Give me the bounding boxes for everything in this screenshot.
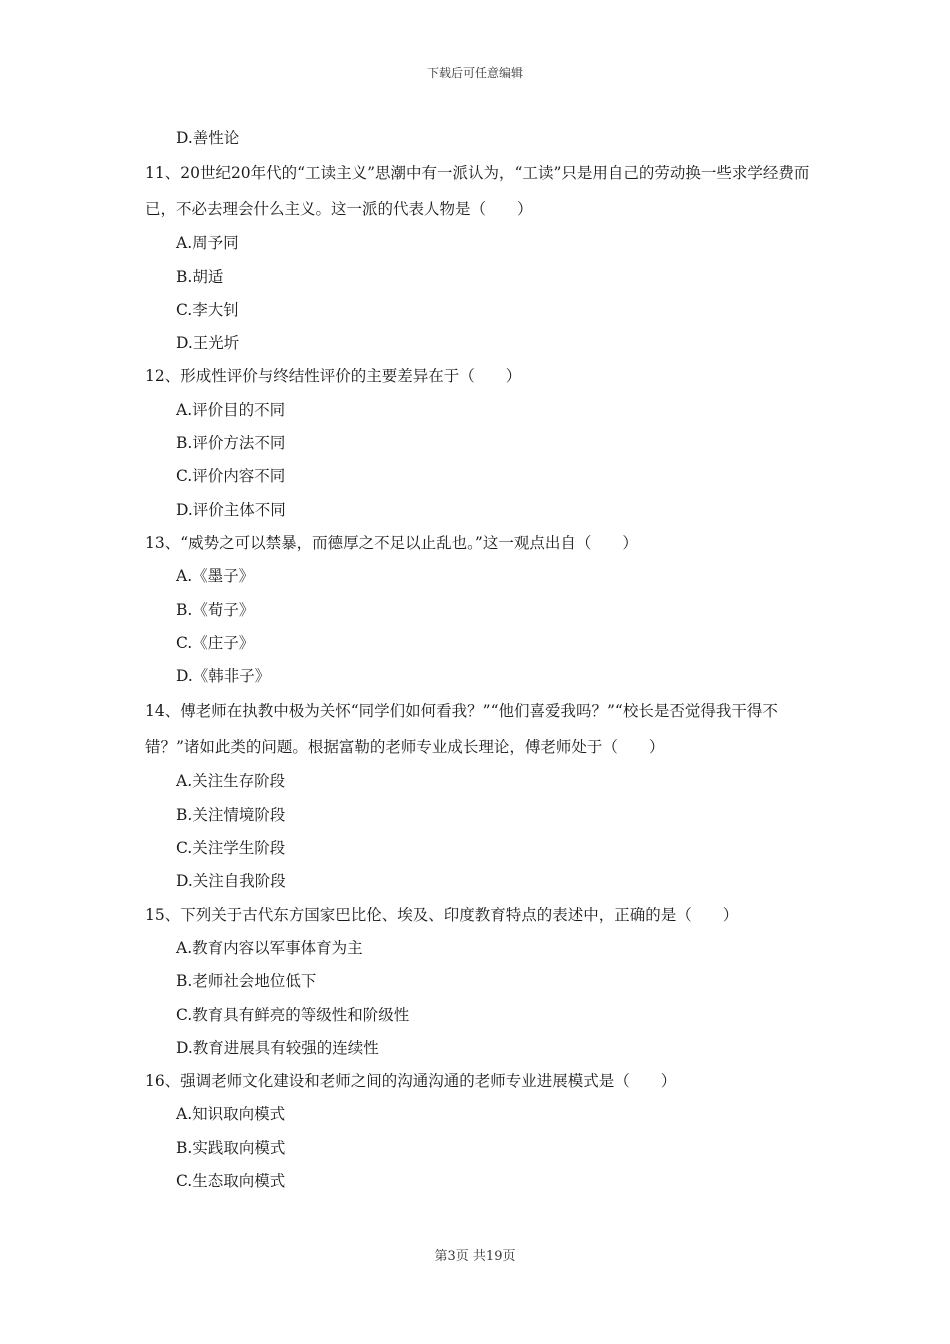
question-15-option-a: A.教育内容以军事体育为主 [176,938,363,957]
question-15-option-d: D.教育进展具有较强的连续性 [176,1038,379,1057]
question-16-option-c: C.生态取向模式 [176,1172,286,1191]
question-13-option-d: D.《韩非子》 [176,667,271,686]
question-16-option-b: B.实践取向模式 [176,1138,286,1157]
page-header: 下载后可任意编辑 [426,66,523,80]
question-list [145,122,810,1198]
question-13-option-a: A.《墨子》 [176,567,255,586]
question-11-stem: 11、20世纪20年代的“工读主义”思潮中有一派认为，“工读”只是用自己的劳动换一些求学经费而已，不必去理会什么主义。这一派的代表人物是（ ） [145,164,810,219]
question-13-option-c: C.《庄子》 [176,633,255,652]
question-15-option-c: C.教育具有鲜亮的等级性和阶级性 [176,1005,410,1024]
question-11-option-b: B.胡适 [176,267,224,286]
page-footer: 第3页 共19页 [434,1249,516,1264]
question-16-stem: 16、强调老师文化建设和老师之间的沟通沟通的老师专业进展模式是（ ） [145,1072,677,1091]
option-d-q10: D.善性论 [176,129,240,147]
question-14-option-d: D.关注自我阶段 [176,872,286,891]
question-11-option-d: D.王光圻 [176,334,240,353]
question-12-stem: 12、形成性评价与终结性评价的主要差异在于（ ） [145,367,522,386]
question-16-option-a: A.知识取向模式 [176,1105,286,1124]
question-14-option-a: A.关注生存阶段 [176,772,286,791]
question-11-option-a: A.周予同 [176,234,239,253]
question-12-option-d: D.评价主体不同 [176,500,286,519]
question-12-option-a: A.评价目的不同 [176,400,286,419]
question-13-option-b: B.《荀子》 [176,600,255,619]
question-12-option-b: B.评价方法不同 [176,434,286,453]
question-14-stem: 14、傅老师在执教中极为关怀“同学们如何看我？”“他们喜爱我吗？”“校长是否觉得我干得不错？”诸如此类的问题。根据富勒的老师专业成长理论，傅老师处于（ ） [145,702,778,757]
question-11-option-c: C.李大钊 [176,300,239,319]
question-14-option-c: C.关注学生阶段 [176,839,286,858]
question-13-stem: 13、“威势之可以禁暴，而德厚之不足以止乱也。”这一观点出自（ ） [145,533,638,552]
question-12-option-c: C.评价内容不同 [176,467,286,486]
question-14-option-b: B.关注情境阶段 [176,805,286,824]
question-15-stem: 15、下列关于古代东方国家巴比伦、埃及、印度教育特点的表述中，正确的是（ ） [145,905,739,924]
question-15-option-b: B.老师社会地位低下 [176,972,317,991]
